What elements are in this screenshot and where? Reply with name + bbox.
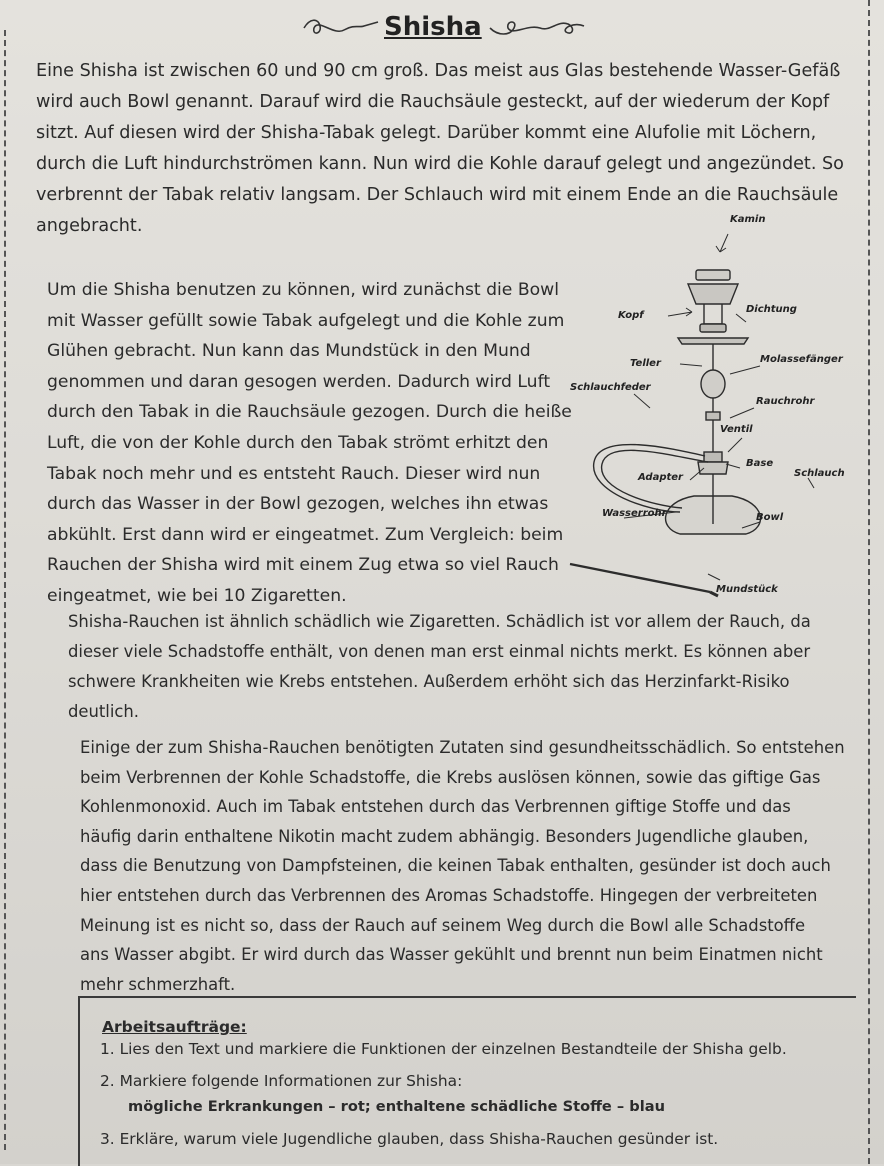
text-line: verbrennt der Tabak relativ langsam. Der Schlauch wird mit einem Ende an die Rauchsäule xyxy=(36,185,839,205)
text-line: häufig darin enthaltene Nikotin macht zudem abhängig. Besonders Jugendliche glauben, xyxy=(80,826,809,846)
text-line: Glühen gebracht. Nun kann das Mundstück in den Mund xyxy=(47,341,531,362)
text-line: eingeatmet, wie bei 10 Zigaretten. xyxy=(47,585,347,606)
task-2-detail: mögliche Erkrankungen – rot; enthaltene schädliche Stoffe – blau xyxy=(128,1098,665,1115)
text-line: Tabak noch mehr und es entsteht Rauch. Dieser wird nun xyxy=(47,463,541,484)
task-2: 2. Markiere folgende Informationen zur Shisha: xyxy=(100,1072,463,1090)
text-line: durch den Tabak in die Rauchsäule gezogen. Durch die heiße xyxy=(47,402,572,423)
title-block xyxy=(300,6,590,46)
text-line: Meinung ist es nicht so, dass der Rauch auf seinem Weg durch die Bowl alle Schadstoffe xyxy=(80,915,806,935)
tasks-heading: Arbeitsaufträge: xyxy=(102,1018,247,1036)
paragraph-harm xyxy=(68,607,811,727)
label-molassefaenger: Molassefänger xyxy=(760,354,843,365)
tasks-box xyxy=(78,996,856,1166)
page-title: Shisha xyxy=(384,12,482,42)
label-schlauch: Schlauch xyxy=(794,468,845,479)
label-ventil: Ventil xyxy=(720,424,753,435)
text-line: angebracht. xyxy=(36,216,143,236)
shisha-diagram xyxy=(560,212,860,612)
paragraph-ingredients xyxy=(80,733,845,999)
text-line: ans Wasser abgibt. Er wird durch das Wasser gekühlt und brennt nun beim Einatmen nicht xyxy=(80,945,823,965)
label-adapter: Adapter xyxy=(638,472,683,483)
label-kamin: Kamin xyxy=(730,214,766,225)
shisha-drawing xyxy=(560,212,860,612)
text-line: Rauchen der Shisha wird mit einem Zug etwa so viel Rauch xyxy=(47,555,559,576)
text-line: Um die Shisha benutzen zu können, wird zunächst die Bowl xyxy=(47,280,559,300)
label-kopf: Kopf xyxy=(618,310,644,321)
label-base: Base xyxy=(746,458,774,469)
task-1: 1. Lies den Text und markiere die Funktionen der einzelnen Bestandteile der Shisha gelb. xyxy=(100,1040,787,1058)
text-line: abkühlt. Erst dann wird er eingeatmet. Zum Vergleich: beim xyxy=(47,524,564,545)
label-schlauchfeder: Schlauchfeder xyxy=(570,382,651,393)
text-line: sitzt. Auf diesen wird der Shisha-Tabak gelegt. Darüber kommt eine Alufolie mit Löchern, xyxy=(36,123,817,143)
right-swirl-ornament xyxy=(488,14,588,42)
text-line: Kohlenmonoxid. Auch im Tabak entstehen durch das Verbrennen giftige Stoffe und das xyxy=(80,797,791,817)
text-line: genommen und daran gesogen werden. Dadurch wird Luft xyxy=(47,371,551,392)
text-line: durch die Luft hindurchströmen kann. Nun wird die Kohle darauf gelegt und angezündet. So xyxy=(36,154,844,174)
label-wasserrohr: Wasserrohr xyxy=(602,508,667,519)
label-mundstueck: Mundstück xyxy=(716,584,778,595)
text-line: beim Verbrennen der Kohle Schadstoffe, die Krebs auslösen können, sowie das giftige Gas xyxy=(80,767,821,787)
text-line: wird auch Bowl genannt. Darauf wird die Rauchsäule gesteckt, auf der wiederum der Kopf xyxy=(36,92,830,112)
text-line: Einige der zum Shisha-Rauchen benötigten Zutaten sind gesundheitsschädlich. So entstehen xyxy=(80,738,845,757)
left-swirl-ornament xyxy=(300,14,380,42)
label-rauchrohr: Rauchrohr xyxy=(756,396,815,407)
text-line: durch das Wasser in der Bowl gezogen, welches ihn etwas xyxy=(47,494,549,515)
text-line: mit Wasser gefüllt sowie Tabak aufgelegt und die Kohle zum xyxy=(47,310,565,331)
text-line: schwere Krankheiten wie Krebs entstehen. Außerdem erhöht sich das Herzinfarkt-Risiko xyxy=(68,672,790,691)
label-bowl: Bowl xyxy=(756,512,784,523)
right-border-dashes xyxy=(868,0,870,1164)
label-dichtung: Dichtung xyxy=(746,304,797,315)
task-3: 3. Erkläre, warum viele Jugendliche glauben, dass Shisha-Rauchen gesünder ist. xyxy=(100,1130,719,1148)
label-teller: Teller xyxy=(630,358,661,369)
text-line: hier entstehen durch das Verbrennen des Aromas Schadstoffe. Hingegen der verbreiteten xyxy=(80,885,818,905)
text-line: Shisha-Rauchen ist ähnlich schädlich wie Zigaretten. Schädlich ist vor allem der Rauch, da xyxy=(68,612,811,631)
text-line: Luft, die von der Kohle durch den Tabak strömt erhitzt den xyxy=(47,432,549,453)
paragraph-usage xyxy=(47,275,572,612)
text-line: dieser viele Schadstoffe enthält, von denen man erst einmal nichts merkt. Es können aber xyxy=(68,642,811,661)
text-line: Eine Shisha ist zwischen 60 und 90 cm groß. Das meist aus Glas bestehende Wasser-Gefäß xyxy=(36,61,841,81)
left-border-dashes xyxy=(4,30,6,1150)
text-line: dass die Benutzung von Dampfsteinen, die keinen Tabak enthalten, gesünder ist doch auch xyxy=(80,856,831,876)
text-line: mehr schmerzhaft. xyxy=(80,974,236,994)
text-line: deutlich. xyxy=(68,702,140,721)
